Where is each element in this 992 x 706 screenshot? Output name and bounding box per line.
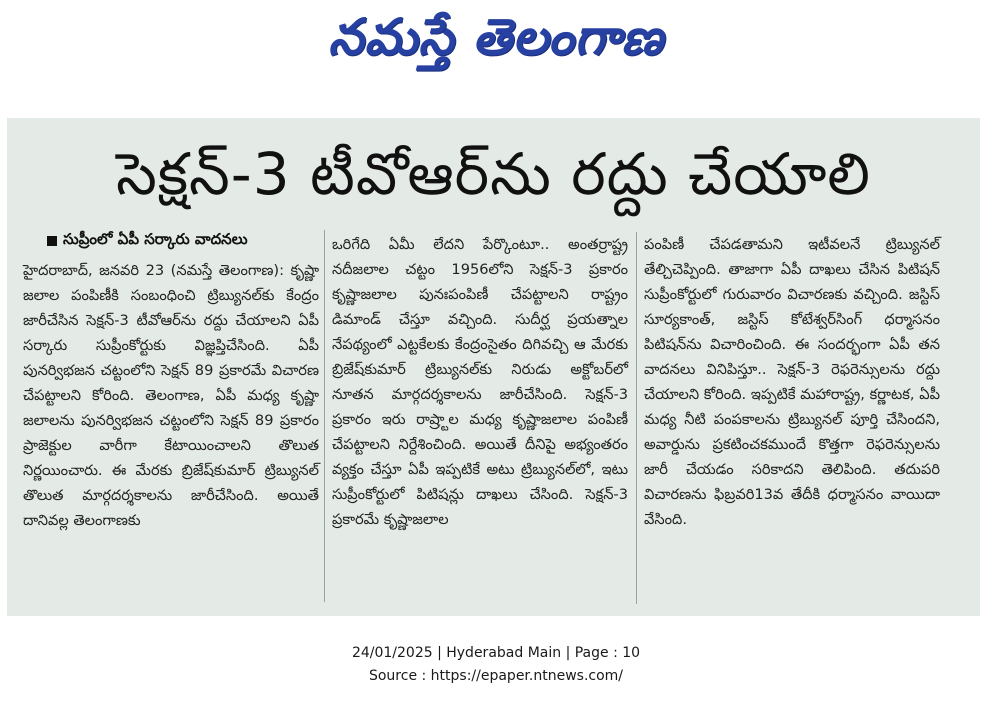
article-column-3: పంపిణీ చేపడతామని ఇటీవలనే ట్రిబ్యునల్‌ తేల్చిచెప్పింది. తాజాగా ఏపీ దాఖలు చేసిన పిటిషన్‌ సుప్రీంకోర్టులో గురువారం విచారణకు వచ్చింది. జస్టిస్‌ సూర్యకాంత్‌, జస్టిస్‌ కోటేశ్వర్‌సింగ్‌ ధర్మాసనం పిటిషన్‌ను విచారించింది. ఈ సందర్భంగా ఏపీ తన వాదనలు వినిపిస్తూ.. సెక్షన్‌-3 రెఫరెన్సులను రద్దు చేయాలని కోరింది. ఇప్పటికే మహారాష్ట్ర, కర్ణాటక, ఏపీ మధ్య నీటి పంపకాలను ట్రిబ్యునల్‌ పూర్తి చేసిందని, అవార్డును ప్రకటించకముందే కొత్తగా రెఫరెన్సులను జారీ చేయడం సరికాదని తెలిపింది. తదుపరి విచారణను ఫిబ్రవరి13వ తేదీకి ధర్మాసనం వాయిదా వేసింది. bbox=[644, 236, 940, 528]
news-clipping bbox=[7, 118, 980, 616]
masthead bbox=[0, 0, 992, 86]
article-headline: సెక్షన్‌-3 టీవోఆర్‌ను రద్దు చేయాలి bbox=[116, 139, 871, 208]
edition-info: 24/01/2025 | Hyderabad Main | Page : 10 bbox=[351, 645, 641, 661]
source-info: Source : https://epaper.ntnews.com/ bbox=[368, 668, 624, 684]
article-column-2: ఒరిగేది ఏమీ లేదని పేర్కొంటూ.. అంతర్రాష్ట్ర నదీజలాల చట్టం 1956లోని సెక్షన్‌-3 ప్రకారం కృష్ణాజలాల పునఃపంపిణీ చేపట్టాలని రాష్ట్రం డిమాండ్‌ చేస్తూ వచ్చింది. సుదీర్ఘ ప్రయత్నాల నేపథ్యంలో ఎట్టకేలకు కేంద్రంసైతం దిగివచ్చి ఆ మేరకు బ్రిజేష్‌కుమార్‌ ట్రిబ్యునల్‌కు నిరుడు అక్టోబర్‌లో నూతన మార్గదర్శకాలను జారీచేసింది. సెక్షన్‌-3 ప్రకారం ఇరు రాష్ర్టాల మధ్య కృష్ణాజలాల పంపిణీ చేపట్టాలని నిర్దేశించింది. అయితే దీనిపై అభ్యంతరం వ్యక్తం చేస్తూ ఏపీ ఇప్పటికే అటు ట్రిబ్యునల్‌లో, ఇటు సుప్రీంకోర్టులో పిటిషన్లు దాఖలు చేసింది. సెక్షన్‌-3 ప్రకారమే కృష్ణాజలాల bbox=[332, 236, 628, 528]
column-divider bbox=[324, 230, 325, 602]
article-subhead bbox=[47, 230, 248, 252]
newspaper-logo: నమస్తే తెలంగాణ bbox=[328, 7, 664, 66]
square-bullet-icon bbox=[47, 236, 57, 246]
subhead-text: సుప్రీంలో ఏపీ సర్కారు వాదనలు bbox=[63, 230, 248, 248]
article-column-1: హైదరాబాద్‌, జనవరి 23 (నమస్తే తెలంగాణ): కృష్ణా జలాల పంపిణీకి సంబంధించి ట్రిబ్యునల్‌కు కేంద్రం జారీచేసిన సెక్షన్‌-3 టీవోఆర్‌ను రద్దు చేయాలని ఏపీ సర్కారు సుప్రీంకోర్టుకు విజ్ఞప్తిచేసింది. ఏపీ పునర్విభజన చట్టంలోని సెక్షన్‌ 89 ప్రకారమే విచారణ చేపట్టాలని కోరింది. తెలంగాణ, ఏపీ మధ్య కృష్ణా జలాలను పునర్విభజన చట్టంలోని సెక్షన్‌ 89 ప్రకారం ప్రాజెక్టుల వారీగా కేటాయించాలని తొలుత నిర్ణయించారు. ఈ మేరకు బ్రిజేష్‌కుమార్‌ ట్రిబ్యునల్‌ తొలుత మార్గదర్శకాలను జారీచేసింది. అయితే దానివల్ల తెలంగాణకు bbox=[23, 262, 319, 529]
column-divider bbox=[636, 232, 637, 604]
